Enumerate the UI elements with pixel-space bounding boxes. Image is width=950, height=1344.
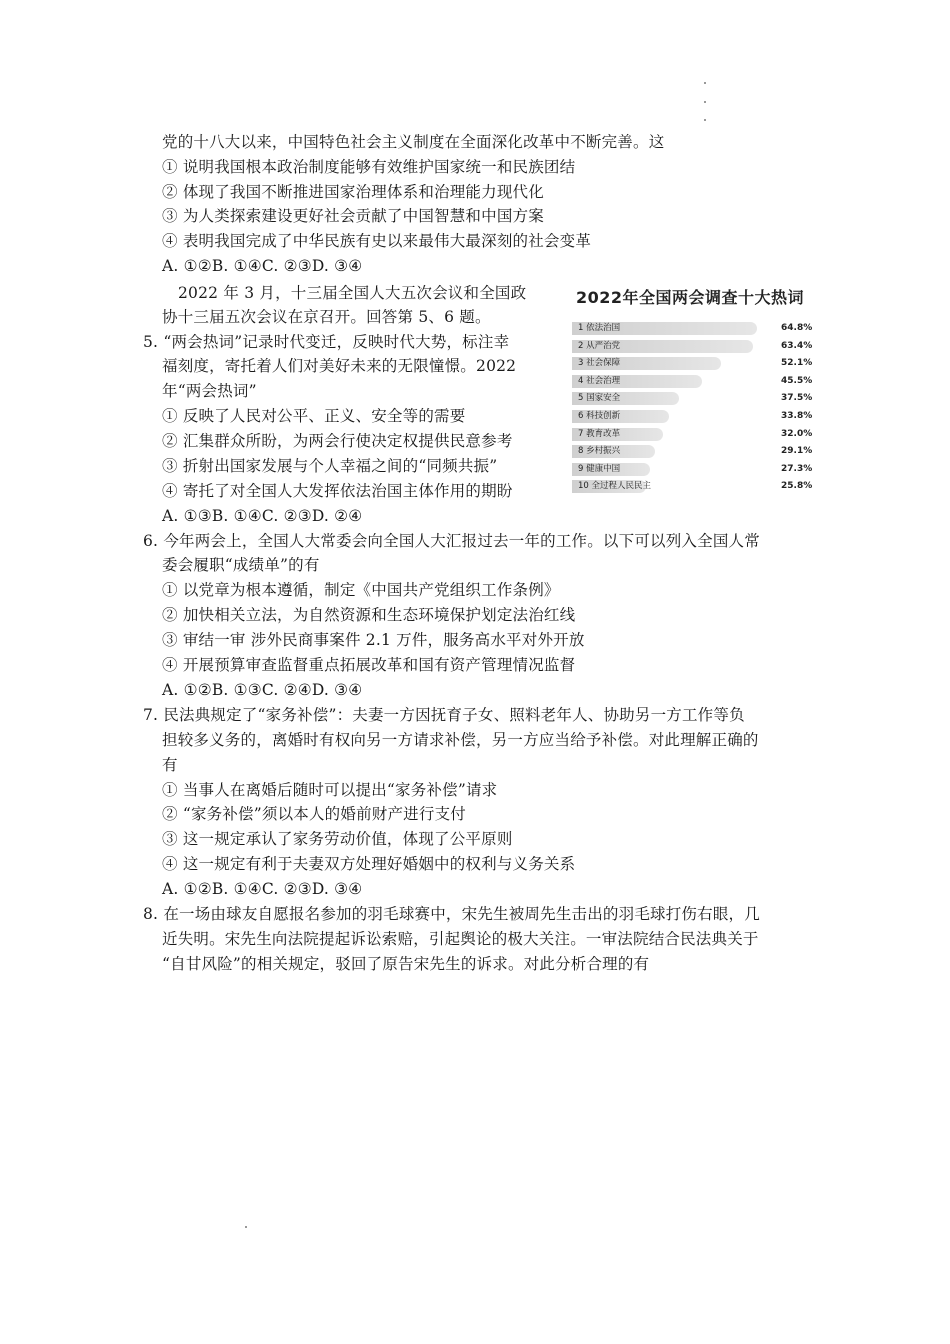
bar-label: 2 从严治党	[578, 340, 621, 351]
bar-value-label: 27.3%	[781, 463, 813, 474]
bar-value-label: 37.5%	[781, 393, 813, 404]
text-line: A. ①②B. ①④C. ②③D. ③④	[162, 880, 363, 898]
text-line: ① 以党章为根本遵循，制定《中国共产党组织工作条例》	[162, 581, 560, 599]
bar-label: 8 乡村振兴	[578, 446, 621, 457]
bar-label: 4 社会治理	[578, 375, 621, 386]
text-line: 党的十八大以来，中国特色社会主义制度在全面深化改革中不断完善。这	[162, 133, 665, 151]
bar-label: 10 全过程人民民主	[578, 481, 652, 492]
bar-value-label: 33.8%	[781, 411, 813, 421]
bar-label: 7 教育改革	[578, 428, 621, 439]
text-line: ④ 表明我国完成了中华民族有史以来最伟大最深刻的社会变革	[162, 232, 592, 250]
text-line: 委会履职“成绩单”的有	[162, 556, 320, 574]
bar-value-label: 64.8%	[781, 323, 813, 333]
text-line: ① 说明我国根本政治制度能够有效维护国家统一和民族团结	[162, 158, 576, 176]
bar-label: 5 国家安全	[578, 393, 621, 404]
text-line: ③ 审结一审 涉外民商事案件 2.1 万件，服务高水平对外开放	[162, 631, 585, 649]
text-line: ① 反映了人民对公平、正义、安全等的需要	[162, 407, 466, 425]
text-line: A. ①②B. ①④C. ②③D. ③④	[162, 257, 363, 275]
bar-label: 1 依法治国	[578, 323, 621, 333]
text-line: ② 加快相关立法，为自然资源和生态环境保护划定法治红线	[162, 606, 576, 624]
text-line: ③ 为人类探索建设更好社会贡献了中国智慧和中国方案	[162, 207, 544, 225]
text-line: ① 当事人在离婚后随时可以提出“家务补偿”请求	[162, 781, 498, 799]
text-line: 年“两会热词”	[162, 382, 257, 400]
text-line: 近失明。宋先生向法院提起诉讼索赔，引起舆论的极大关注。一审法院结合民法典关于	[162, 930, 759, 948]
text-line: ② “家务补偿”须以本人的婚前财产进行支付	[162, 805, 466, 823]
bar-value-label: 45.5%	[781, 375, 813, 386]
text-line: 8. 在一场由球友自愿报名参加的羽毛球赛中，宋先生被周先生击出的羽毛球打伤右眼，几	[143, 905, 760, 923]
text-line: 担较多义务的，离婚时有权向另一方请求补偿，另一方应当给予补偿。对此理解正确的	[162, 731, 759, 749]
text-line: 7. 民法典规定了“家务补偿”：夫妻一方因抚育子女、照料老年人、协助另一方工作等负	[143, 706, 745, 724]
bar-value-label: 52.1%	[781, 358, 813, 369]
text-line: A. ①②B. ①③C. ②④D. ③④	[162, 681, 363, 699]
text-line: A. ①③B. ①④C. ②③D. ②④	[162, 507, 363, 525]
text-line: ③ 折射出国家发展与个人幸福之间的“同频共振”	[162, 457, 498, 475]
text-line: ④ 寄托了对全国人大发挥依法治国主体作用的期盼	[162, 482, 513, 500]
bar-label: 3 社会保障	[578, 358, 621, 369]
text-line: 福刻度，寄托着人们对美好未来的无限憧憬。2022	[162, 357, 517, 375]
hot-words-chart	[568, 283, 816, 495]
bar-value-label: 32.0%	[781, 428, 813, 439]
bar-label: 9 健康中国	[578, 463, 621, 474]
bar-value-label: 25.8%	[781, 481, 813, 492]
scan-dot	[704, 101, 706, 103]
text-line: 5. “两会热词”记录时代变迁，反映时代大势，标注幸	[143, 333, 510, 351]
text-line: ③ 这一规定承认了家务劳动价值，体现了公平原则	[162, 830, 513, 848]
text-line: “自甘风险”的相关规定，驳回了原告宋先生的诉求。对此分析合理的有	[162, 955, 650, 973]
text-line: ④ 这一规定有利于夫妻双方处理好婚姻中的权利与义务关系	[162, 855, 576, 873]
bar-value-label: 63.4%	[781, 340, 813, 351]
text-line: ② 汇集群众所盼，为两会行使决定权提供民意参考	[162, 432, 513, 450]
scan-dot	[704, 119, 706, 121]
chart-title: 2022年全国两会调查十大热词	[576, 288, 805, 307]
bar-label: 6 科技创新	[578, 411, 621, 421]
scan-dot	[704, 82, 706, 84]
text-line: 6. 今年两会上，全国人大常委会向全国人大汇报过去一年的工作。以下可以列入全国人常	[143, 532, 760, 550]
bar-value-label: 29.1%	[781, 446, 813, 457]
text-line: ② 体现了我国不断推进国家治理体系和治理能力现代化	[162, 183, 544, 201]
text-line: ④ 开展预算审查监督重点拓展改革和国有资产管理情况监督	[162, 656, 576, 674]
text-line: 有	[162, 756, 178, 774]
text-line: 协十三届五次会议在京召开。回答第 5、6 题。	[162, 308, 491, 326]
text-line: 2022 年 3 月，十三届全国人大五次会议和全国政	[178, 284, 527, 302]
scan-dot	[245, 1226, 247, 1228]
